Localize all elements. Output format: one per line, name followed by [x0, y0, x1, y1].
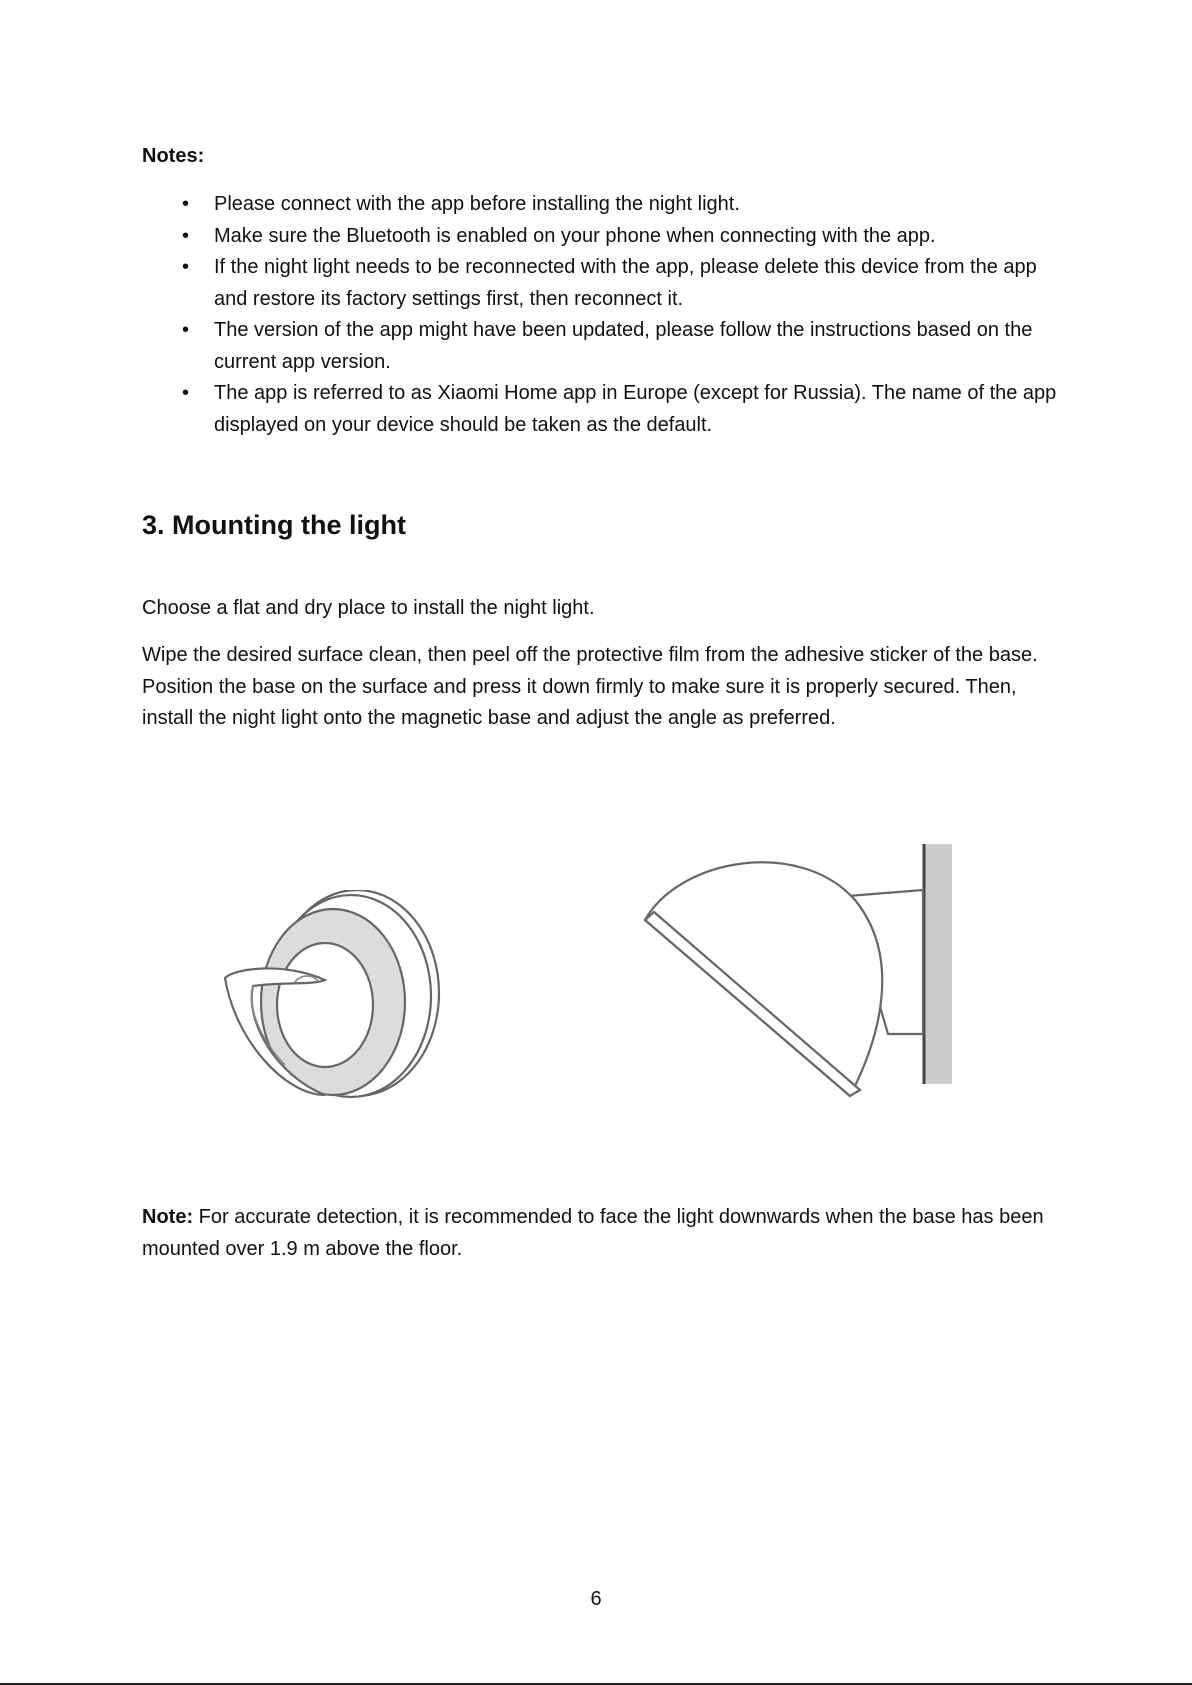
note-paragraph: [142, 1202, 1062, 1265]
list-item: [142, 378, 1062, 441]
note-text: For accurate detection, it is recommended to face the light downwards when the base has been mounted over 1.9 m above the floor.: [142, 1206, 1044, 1260]
bullet-icon: •: [182, 224, 190, 247]
bullet-icon: •: [182, 319, 190, 341]
bullet-icon: •: [182, 193, 190, 215]
note-label: Note:: [142, 1206, 194, 1228]
note-item-text: Please connect with the app before installing the night light.: [214, 193, 740, 215]
magnetic-base-illustration: [215, 890, 455, 1110]
list-item: [142, 315, 1062, 378]
list-item: [142, 252, 1062, 315]
instruction-paragraph: Wipe the desired surface clean, then peel off the protective film from the adhesive sticker of the base. Position the base on the surface and press it down firmly to make sure it is properly secured. Then, install the night light onto the magnetic base and adjust the angle as preferred.: [142, 644, 1038, 729]
note-item-text: The app is referred to as Xiaomi Home app in Europe (except for Russia). The name of the app displayed on your device should be taken as the default.: [214, 382, 1057, 436]
notes-list: [142, 189, 1062, 441]
page-number: 6: [590, 1588, 602, 1610]
note-item-text: If the night light needs to be reconnected with the app, please delete this device from the app and restore its factory settings first, then reconnect it.: [214, 256, 1037, 310]
list-item: [142, 189, 1062, 221]
notes-heading: Notes:: [142, 145, 205, 167]
bullet-icon: •: [182, 256, 190, 278]
instruction-paragraph: Choose a flat and dry place to install the night light.: [142, 597, 595, 619]
note-item-text: The version of the app might have been updated, please follow the instructions based on the current app version.: [214, 319, 1033, 373]
bullet-icon: •: [182, 382, 190, 404]
note-item-text: Make sure the Bluetooth is enabled on your phone when connecting with the app.: [214, 224, 936, 247]
list-item: [142, 221, 1062, 253]
mounted-light-illustration: [640, 838, 960, 1103]
section-heading: 3. Mounting the light: [142, 510, 406, 540]
